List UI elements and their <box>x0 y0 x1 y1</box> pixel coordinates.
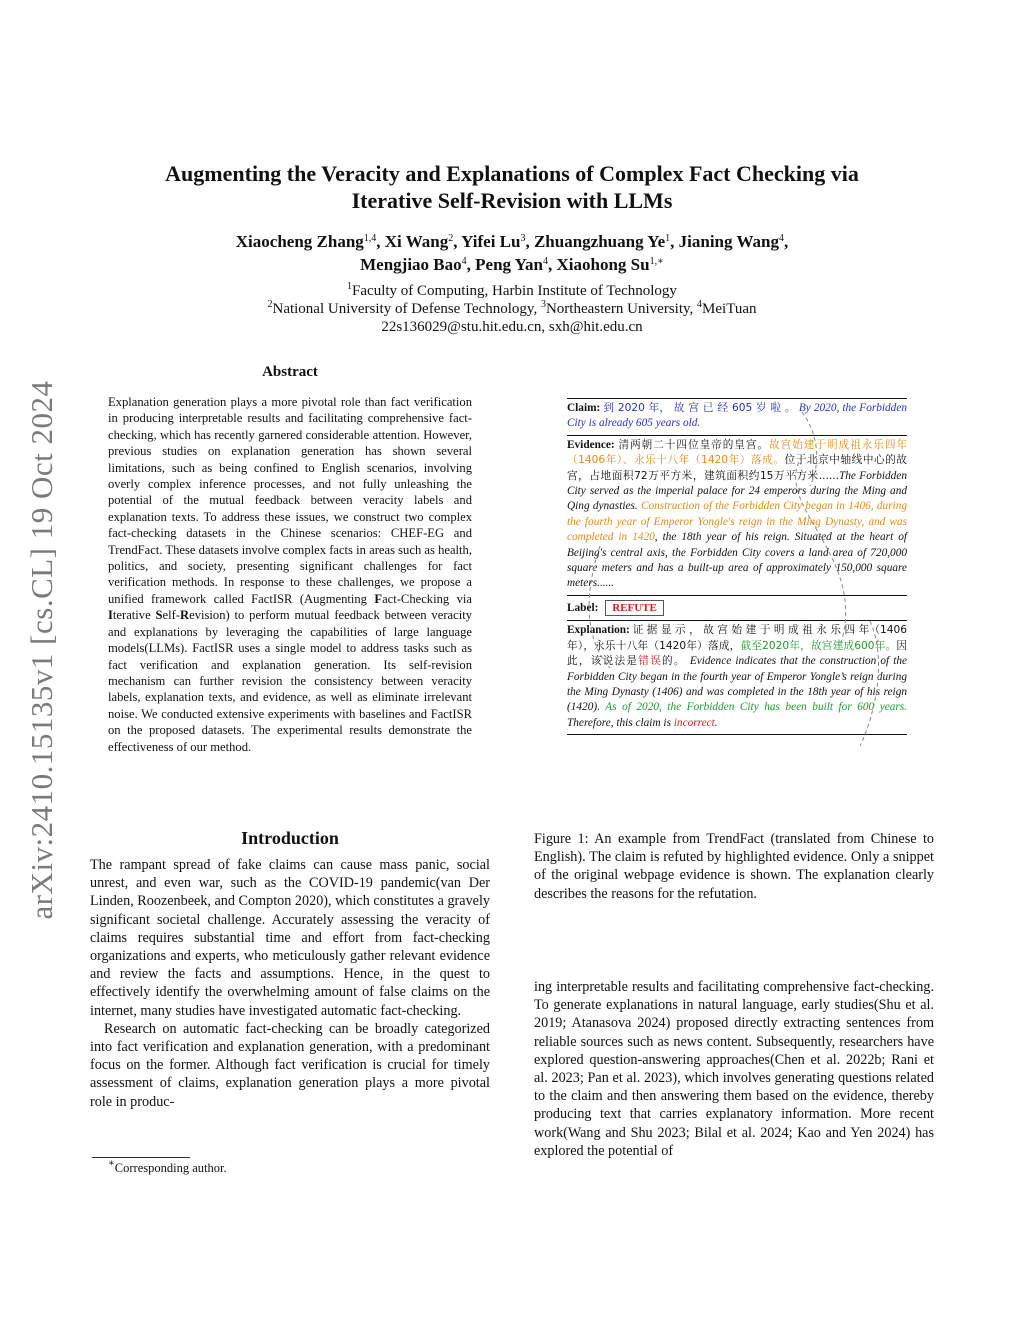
author-sup: 1,4 <box>363 233 377 244</box>
acronym-letter: F <box>374 591 383 606</box>
evidence-zh-1: 清两朝二十四位皇帝的皇宫。 <box>618 438 770 451</box>
claim-zh: 到 2020 年， 故 宫 已 经 605 岁 啦 。 <box>603 402 796 414</box>
acronym-letter: S <box>155 608 163 623</box>
title-line-2: Iterative Self-Revision with LLMs <box>351 188 673 213</box>
abstract-text-1: Explanation generation plays a more pivotal role than fact verification in producing interpretable results and facilitating comprehensive fact-checking, which has recently garnered considerable attention. However, previous studies on explanation generation has shown several limitations, such as being confined to English scenarios, involving overly complex inference processes, and not fully unleashing the potential of the mutual feedback between veracity labels and explanation texts. To address these issues, we construct two complex fact-checking datasets in the Chinese scenarios: CHEF-EG and TrendFact. These datasets involve complex facts in areas such as health, politics, and society, presenting significant challenges for fact verification methods. In response to these challenges, we propose a unified framework called FactISR (Augmenting <box>108 395 472 606</box>
explanation-en-3: Therefore, this claim is <box>567 716 674 729</box>
author-name: Jianing Wang <box>678 232 779 251</box>
affil-sup: 3 <box>540 299 546 310</box>
paper-title <box>100 160 924 214</box>
figure-caption: Figure 1: An example from TrendFact (translated from Chinese to English). The claim is refuted by highlighted evidence. Only a snippet of the original webpage evidence is shown. The explanation clearly describes the reasons for the refutation. <box>534 831 934 902</box>
abstract-text: act-Checking via <box>382 591 472 606</box>
affil-text: MeiTuan <box>702 301 757 317</box>
arxiv-id: arXiv:2410.15135v1 [cs.CL] 19 Oct 2024 <box>24 380 59 920</box>
explanation-label: Explanation: <box>567 624 630 637</box>
author-line-2 <box>100 253 924 276</box>
explanation-zh-highlight: 截至2020年，故宫建成600年。 <box>740 639 897 652</box>
claim-en: By 2020, the Forbidden City is already 605 years old. <box>567 402 907 430</box>
affiliations <box>100 282 924 336</box>
author-sup: 1 <box>665 233 671 244</box>
introduction-column-2: ing interpretable results and facilitating comprehensive fact-checking. To generate explanations in natural language, early studies(Shu et al. 2019; Atanasova 2024) proposed directly extracting sentences from reliable sources such as news content. Subsequently, researchers have explored question-answering approaches(Chen et al. 2022b; Rani et al. 2023; Pan et al. 2023), which involves generating questions related to the claim and then answering them based on the evidence, thereby producing text that carries explanatory information. More recent work(Wang and Shu 2023; Bilal et al. 2024; Kao and Yen 2024) has explored the potential of <box>534 979 934 1159</box>
explanation-en-highlight: As of 2020, the Forbidden City has been built for 600 years. <box>605 701 907 714</box>
explanation-zh-1: 证 据 显 示 ， 故 宫 始 建 于 明 成 祖 永 乐 四 年（1406年），永乐十八年（1420年）落成， <box>567 624 907 652</box>
affil-sup: 1 <box>347 281 353 292</box>
explanation-zh-5: 的。 <box>661 655 686 668</box>
evidence-en-1: The Forbidden City served as the imperial palace for 24 emperors during the Ming and Qing dynasties. <box>567 469 907 513</box>
author-name: Xiaohong Su <box>556 255 650 274</box>
claim-block <box>567 398 907 435</box>
introduction-column-1 <box>90 856 490 1111</box>
abstract-text: elf- <box>162 608 180 623</box>
title-line-1: Augmenting the Veracity and Explanations of Complex Fact Checking via <box>165 161 859 186</box>
author-list <box>100 230 924 276</box>
figure-1 <box>567 398 907 735</box>
author-name: Peng Yan <box>475 255 543 274</box>
author-name: Zhuangzhuang Ye <box>533 232 666 251</box>
author-sup: 4 <box>543 256 548 267</box>
abstract-body <box>108 394 472 755</box>
abstract-heading: Abstract <box>262 364 318 380</box>
author-sup: 2 <box>448 233 454 244</box>
explanation-zh-verdict: 错误 <box>638 655 662 668</box>
author-sep: , <box>783 232 789 251</box>
abstract-text: terative <box>112 608 156 623</box>
author-sup: 3 <box>520 233 526 244</box>
affil-sup: 2 <box>267 299 273 310</box>
author-name: Xiaocheng Zhang <box>235 232 364 251</box>
explanation-en-5: . <box>714 716 718 729</box>
arxiv-stamp <box>16 350 68 950</box>
evidence-zh-3: 位于北京中轴线中心的故宫，占地面积72万平方米，建筑面积约15万平方米...... <box>567 454 907 482</box>
affil-text: Faculty of Computing, Harbin Institute of Technology <box>352 283 677 299</box>
footnote-mark: ∗ <box>108 1158 115 1169</box>
affil-text: National University of Defense Technology, <box>272 301 541 317</box>
author-sep: , <box>548 255 557 274</box>
abstract-text-2: evision) to perform mutual feedback between veracity and explanations by leveraging the capabilities of large language models(LLMs). FactISR uses a single model to address tasks such as fact verification and explanation generation. Its self-revision mechanism can further revision the consistency between veracity labels, explanation texts, and evidence, as well as eliminate irrelevant noise. We conducted extensive experiments with baselines and FactISR on the proposed datasets. The experimental results demonstrate the effectiveness of our method. <box>108 608 472 754</box>
evidence-block <box>567 435 907 595</box>
evidence-zh-highlight: 故宫始建于明成祖永乐四年（1406年）、永乐十八年（1420年）落成。 <box>567 438 908 467</box>
author-sup: 1,∗ <box>649 256 664 267</box>
intro-paragraph-1: The rampant spread of fake claims can cause mass panic, social unrest, and even war, such as the COVID-19 pandemic(van Der Linden, Roozenbeek, and Compton 2020), which constitutes a gravely significant societal challenge. Accurately assessing the veracity of claims requires substantial time and effort from fact-checking organizations and experts, who meticulously gather relevant evidence and review the facts and assumptions. Hence, in the quest to effectively identify the overwhelming amount of false claims on the internet, many studies have investigated automatic fact-checking. <box>90 857 490 1019</box>
introduction-heading: Introduction <box>241 828 339 848</box>
label-label: Label: <box>567 601 599 614</box>
author-sep: , <box>525 232 534 251</box>
author-name: Yifei Lu <box>461 232 521 251</box>
author-sep: , <box>453 232 462 251</box>
label-block <box>567 595 907 620</box>
author-name: Xi Wang <box>384 232 449 251</box>
affil-text: Northeastern University, <box>545 301 698 317</box>
evidence-en-highlight: Construction of the Forbidden City began in 1406, during the fourth year of Emperor Yongle's reign in the Ming Dynasty, and was completed in 1420 <box>567 500 907 544</box>
affiliation-line-2 <box>100 300 924 318</box>
refute-badge: REFUTE <box>605 600 664 616</box>
explanation-zh-3: 因此，该说法是 <box>567 639 907 668</box>
author-sup: 4 <box>461 256 467 267</box>
author-sup: 4 <box>778 233 784 244</box>
author-emails: 22s136029@stu.hit.edu.cn, sxh@hit.edu.cn <box>381 319 643 335</box>
intro-paragraph-2: Research on automatic fact-checking can be broadly categorized into fact verification and explanation generation, with a predominant focus on the former. Although fact verification is crucial for timely assessment of claims, explanation generation plays a more pivotal role in produc- <box>90 1020 490 1110</box>
author-sep: , <box>670 232 679 251</box>
footnote-rule <box>92 1157 190 1158</box>
author-sep: , <box>376 232 385 251</box>
affiliation-line-1 <box>100 282 924 300</box>
explanation-block <box>567 620 907 735</box>
affil-sup: 4 <box>697 299 703 310</box>
explanation-en-1: Evidence indicates that the construction of the Forbidden City began in the fourth year of Emperor Yongle’s reign during the Ming Dynasty (1406) and was completed in the 18th year of his reign (1420). <box>567 655 908 714</box>
acronym-letter: I <box>108 608 113 623</box>
claim-label: Claim: <box>567 402 601 414</box>
author-name: Mengjiao Bao <box>360 255 462 274</box>
explanation-en-verdict: incorrect <box>673 716 715 729</box>
evidence-label: Evidence: <box>567 438 615 451</box>
acronym-letter: R <box>180 608 190 623</box>
author-line-1 <box>100 230 924 253</box>
footnote-text: Corresponding author. <box>114 1161 227 1175</box>
author-sep: , <box>466 255 476 274</box>
evidence-en-3: , the 18th year of his reign. Situated at the heart of Beijing's central axis, the Forbidden City covers a land area of 720,000 square meters and has a built-up area of approximately 150,000 square meters...... <box>567 531 907 590</box>
footnote <box>108 1158 227 1176</box>
